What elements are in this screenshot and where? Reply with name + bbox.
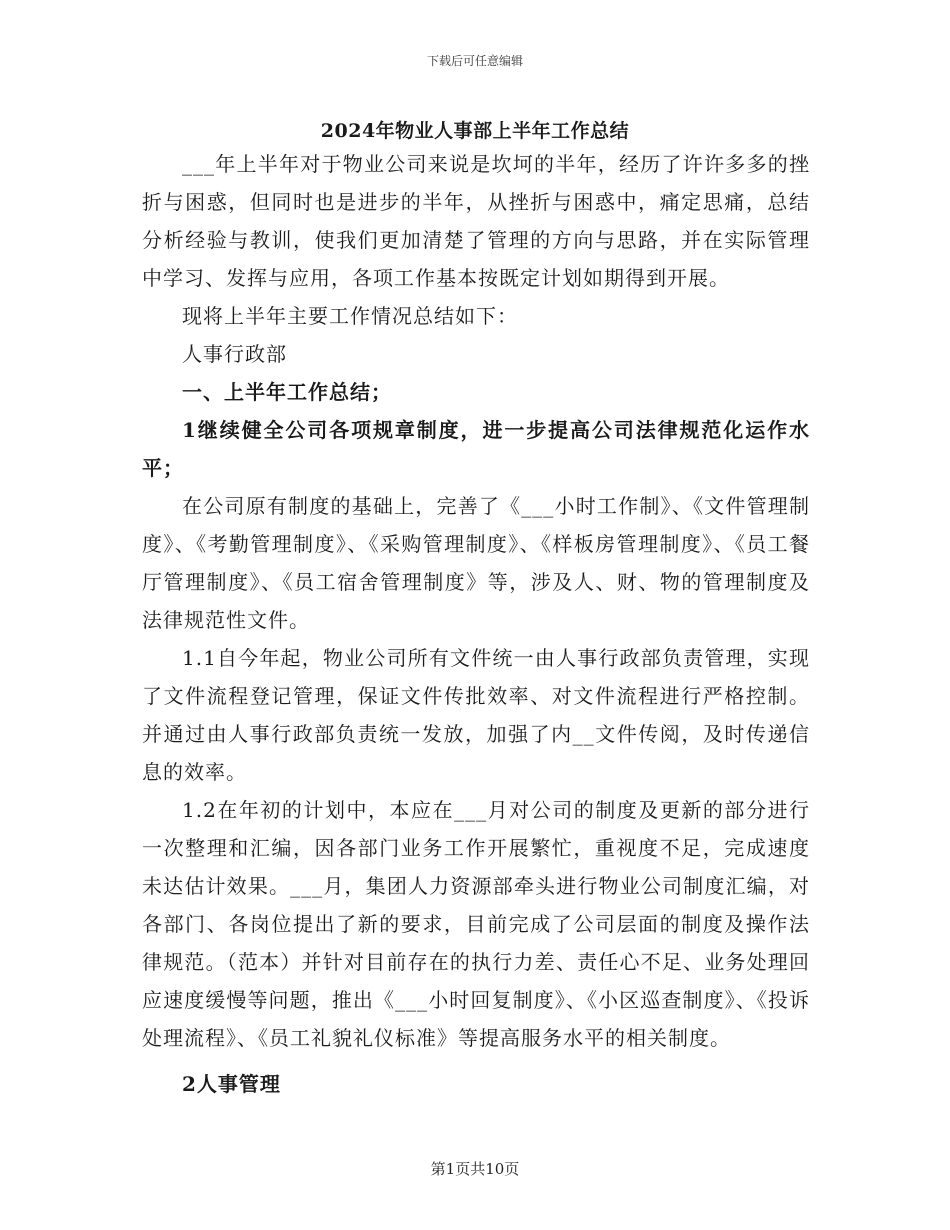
page-footer: 第1页共10页 <box>430 1160 520 1178</box>
document-body <box>142 145 810 1103</box>
paragraph-rules: 在公司原有制度的基础上，完善了《___小时工作制》、《文件管理制度》、《考勤管理制度》、《采购管理制度》、《样板房管理制度》、《员工餐厅管理制度》、《员工宿舍管理制度》等，涉及人、财、物的管理制度及法律规范性文件。 <box>142 494 810 632</box>
paragraph-department: 人事行政部 <box>182 342 287 366</box>
paragraph-intro: ___年上半年对于物业公司来说是坎坷的半年，经历了许许多多的挫折与困惑，但同时也是进步的半年，从挫折与困惑中，痛定思痛，总结分析经验与教训，使我们更加清楚了管理的方向与思路，并在实际管理中学习、发挥与应用，各项工作基本按既定计划如期得到开展。 <box>142 152 810 290</box>
page-header: 下载后可任意编辑 <box>426 54 523 68</box>
document-title: 2024年物业人事部上半年工作总结 <box>320 120 630 142</box>
paragraph-1-2: 1.2在年初的计划中，本应在___月对公司的制度及更新的部分进行一次整理和汇编，因各部门业务工作开展繁忙，重视度不足，完成速度未达估计效果。___月，集团人力资源部牵头进行物业公司制度汇编，对各部门、各岗位提出了新的要求，目前完成了公司层面的制度及操作法律规范。（范本）并针对目前存在的执行力差、责任心不足、业务处理回应速度缓慢等问题，推出《___小时回复制度》、《小区巡查制度》、《投诉处理流程》、《员工礼貌礼仪标准》等提高服务水平的相关制度。 <box>142 798 810 1050</box>
heading-section-1: 一、上半年工作总结； <box>182 380 392 404</box>
heading-subsection-2: 2人事管理 <box>182 1072 281 1096</box>
heading-subsection-1: 1继续健全公司各项规章制度，进一步提高公司法律规范化运作水平； <box>142 418 810 480</box>
paragraph-summary-lead: 现将上半年主要工作情况总结如下： <box>182 304 518 328</box>
paragraph-1-1: 1.1自今年起，物业公司所有文件统一由人事行政部负责管理，实现了文件流程登记管理，保证文件传批效率、对文件流程进行严格控制。并通过由人事行政部负责统一发放，加强了内__文件传阅，及时传递信息的效率。 <box>142 646 810 784</box>
